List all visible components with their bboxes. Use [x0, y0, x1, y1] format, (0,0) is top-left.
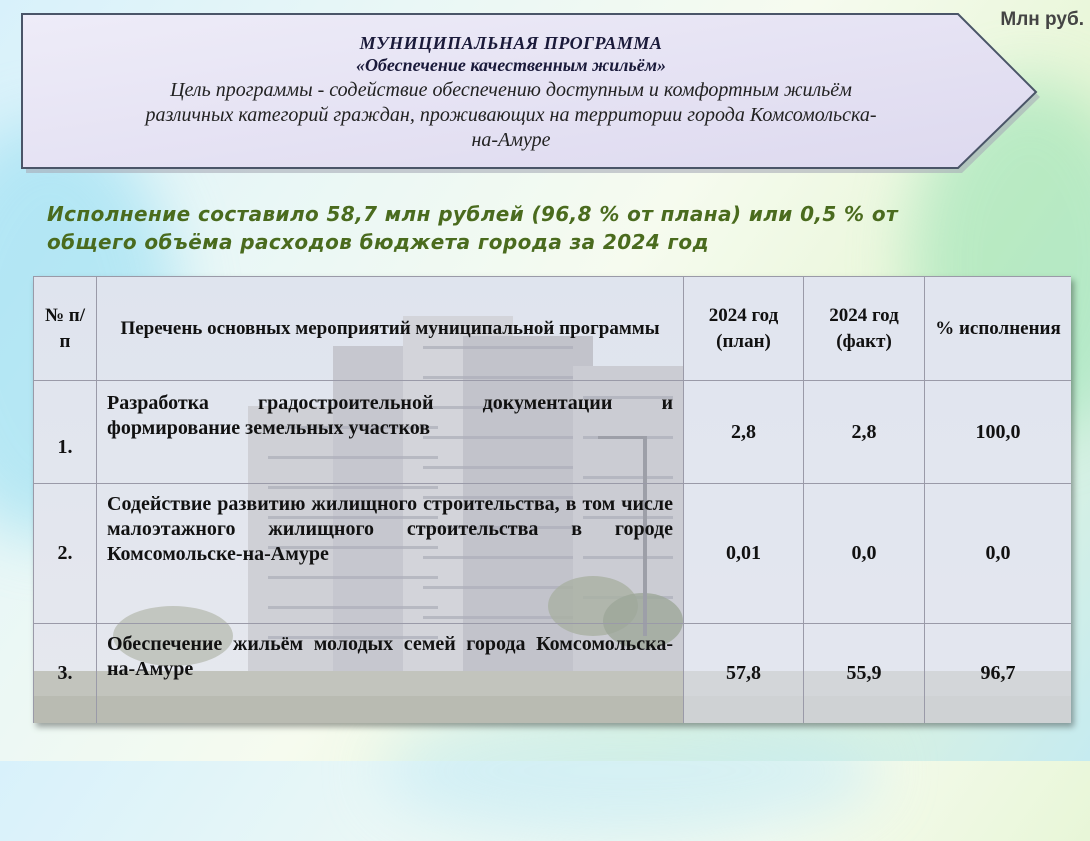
row-pct: 0,0	[925, 484, 1072, 624]
row-fact: 0,0	[804, 484, 925, 624]
execution-summary	[47, 200, 1037, 256]
goal-line: Цель программы - содействие обеспечению доступным и комфортным жильём	[170, 79, 852, 101]
goal-line: на-Амуре	[471, 129, 551, 151]
row-number: 1.	[34, 381, 97, 484]
row-fact: 55,9	[804, 624, 925, 724]
program-banner	[18, 12, 1048, 176]
column-header-activity: Перечень основных мероприятий муниципальной программы	[97, 277, 684, 381]
row-fact: 2,8	[804, 381, 925, 484]
row-activity: Разработка градостроительной документации и формирование земельных участков	[97, 381, 684, 484]
activities-table-container	[33, 276, 1071, 723]
summary-line: общего объёма расходов бюджета города за 2024 год	[47, 230, 710, 254]
row-activity: Содействие развитию жилищного строительства, в том числе малоэтажного жилищного строительства в городе Комсомольске-на-Амуре	[97, 484, 684, 624]
program-goal	[36, 78, 986, 153]
table-row	[34, 484, 1072, 624]
column-header-plan: 2024 год (план)	[684, 277, 804, 381]
program-title: МУНИЦИПАЛЬНАЯ ПРОГРАММА	[359, 33, 663, 53]
row-plan: 57,8	[684, 624, 804, 724]
unit-label: Млн руб.	[1000, 9, 1084, 30]
row-pct: 96,7	[925, 624, 1072, 724]
goal-line: различных категорий граждан, проживающих на территории города Комсомольска-	[145, 104, 877, 126]
table-row	[34, 624, 1072, 724]
column-header-fact: 2024 год (факт)	[804, 277, 925, 381]
banner-text	[36, 32, 986, 153]
row-number: 2.	[34, 484, 97, 624]
activities-table	[33, 276, 1071, 723]
row-plan: 0,01	[684, 484, 804, 624]
row-plan: 2,8	[684, 381, 804, 484]
row-activity: Обеспечение жильём молодых семей города Комсомольска-на-Амуре	[97, 624, 684, 724]
row-pct: 100,0	[925, 381, 1072, 484]
column-header-num: № п/п	[34, 277, 97, 381]
program-name: «Обеспечение качественным жильём»	[355, 55, 667, 75]
row-number: 3.	[34, 624, 97, 724]
summary-line: Исполнение составило 58,7 млн рублей (96,8 % от плана) или 0,5 % от	[47, 202, 898, 226]
table-row	[34, 381, 1072, 484]
table-header-row	[34, 277, 1072, 381]
column-header-pct: % исполнения	[925, 277, 1072, 381]
